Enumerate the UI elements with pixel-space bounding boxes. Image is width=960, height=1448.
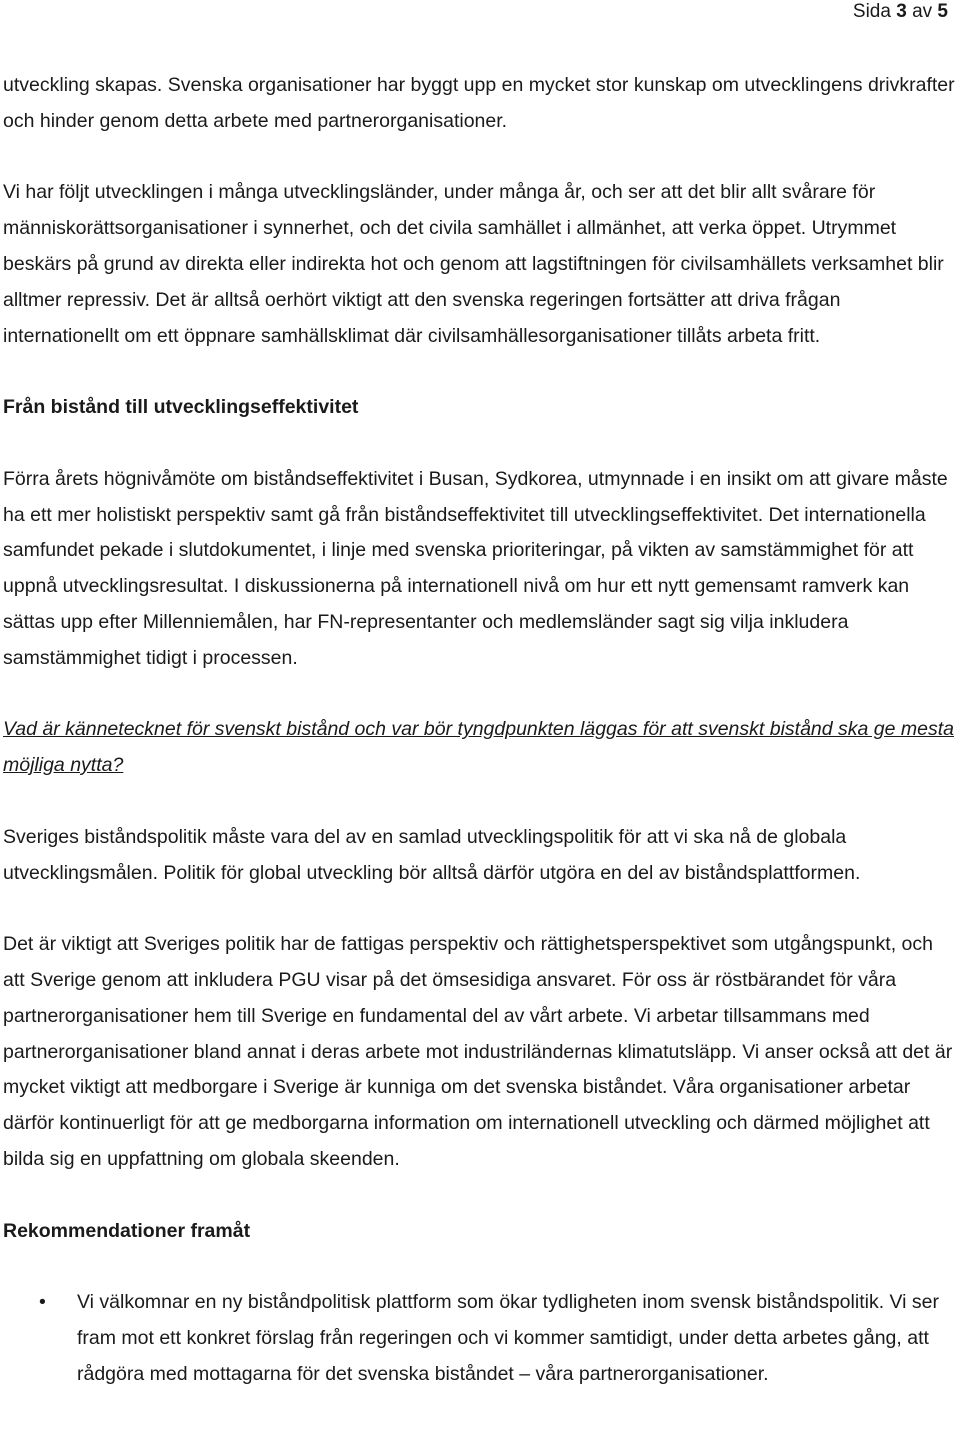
- section-heading: Från bistånd till utvecklingseffektivitet: [3, 396, 359, 419]
- bullet-icon: •: [39, 1291, 46, 1314]
- page-number-prefix: Sida: [852, 1, 897, 22]
- body-paragraph: Sveriges biståndspolitik måste vara del av en samlad utvecklingspolitik för att vi ska nå de globala utvecklingsmålen. Politik för global utveckling bör alltså därför utgöra en del av biståndsplattformen.: [3, 825, 861, 884]
- document-body: [3, 68, 955, 1392]
- body-paragraph: Vi har följt utvecklingen i många utvecklingsländer, under många år, och ser att det blir allt svårare för människorättsorganisationer i synnerhet, och det civila samhället i allmänhet, att verka öppet. Utrymmet beskärs på grund av direkta eller indirekta hot och genom att lagstiftningen för civilsamhällets verksamhet blir alltmer repressiv. Det är alltså oerhört viktigt att den svenska regeringen fortsätter att driva frågan internationellt om ett öppnare samhällsklimat där civilsamhällesorganisationer tillåts arbeta fritt.: [3, 181, 944, 347]
- recommendation-list: [3, 1285, 955, 1392]
- page-number: [853, 0, 948, 24]
- body-paragraph: Förra årets högnivåmöte om biståndseffektivitet i Busan, Sydkorea, utmynnade i en insikt om att givare måste ha ett mer holistiskt perspektiv samt gå från biståndseffektivitet till utvecklingseffektivitet. Det internationella samfundet pekade i slutdokumentet, i linje med svenska prioriteringar, på vikten av samstämmighet för att uppnå utvecklingsresultat. I diskussionerna på internationell nivå om hur ett nytt gemensamt ramverk kan sättas upp efter Millenniemålen, har FN-representanter och medlemsländer sagt sig vilja inkludera samstämmighet tidigt i processen.: [3, 467, 948, 669]
- list-item: [3, 1285, 955, 1392]
- question-heading: Vad är kännetecknet för svenskt bistånd och var bör tyngdpunkten läggas för att svenskt bistånd ska ge mesta möjliga nytta?: [3, 718, 954, 777]
- page-number-current: 3: [896, 1, 907, 22]
- section-heading: Rekommendationer framåt: [3, 1219, 251, 1242]
- body-paragraph: utveckling skapas. Svenska organisationer har byggt upp en mycket stor kunskap om utvecklingens drivkrafter och hinder genom detta arbete med partnerorganisationer.: [3, 74, 955, 132]
- page-number-total: 5: [937, 1, 948, 22]
- page-number-middle: av: [906, 1, 938, 22]
- body-paragraph: Det är viktigt att Sveriges politik har de fattigas perspektiv och rättighetsperspektivet som utgångspunkt, och att Sverige genom att inkludera PGU visar på det ömsesidiga ansvaret. För oss är röstbärandet för våra partnerorganisationer hem till Sverige en fundamental del av vårt arbete. Vi arbetar tillsammans med partnerorganisationer bland annat i deras arbete mot industriländernas klimatutsläpp. Vi anser också att det är mycket viktigt att medborgare i Sverige är kunniga om det svenska biståndet. Våra organisationer arbetar därför kontinuerligt för att ge medborgarna information om internationell utveckling och därmed möjlighet att bilda sig en uppfattning om globala skeenden.: [3, 933, 953, 1170]
- list-item-text: Vi välkomnar en ny biståndpolitisk plattform som ökar tydligheten inom svensk biståndspolitik. Vi ser fram mot ett konkret förslag från regeringen och vi kommer samtidigt, under detta arbetes gång, att rådgöra med mottagarna för det svenska biståndet – våra partnerorganisationer.: [77, 1291, 940, 1385]
